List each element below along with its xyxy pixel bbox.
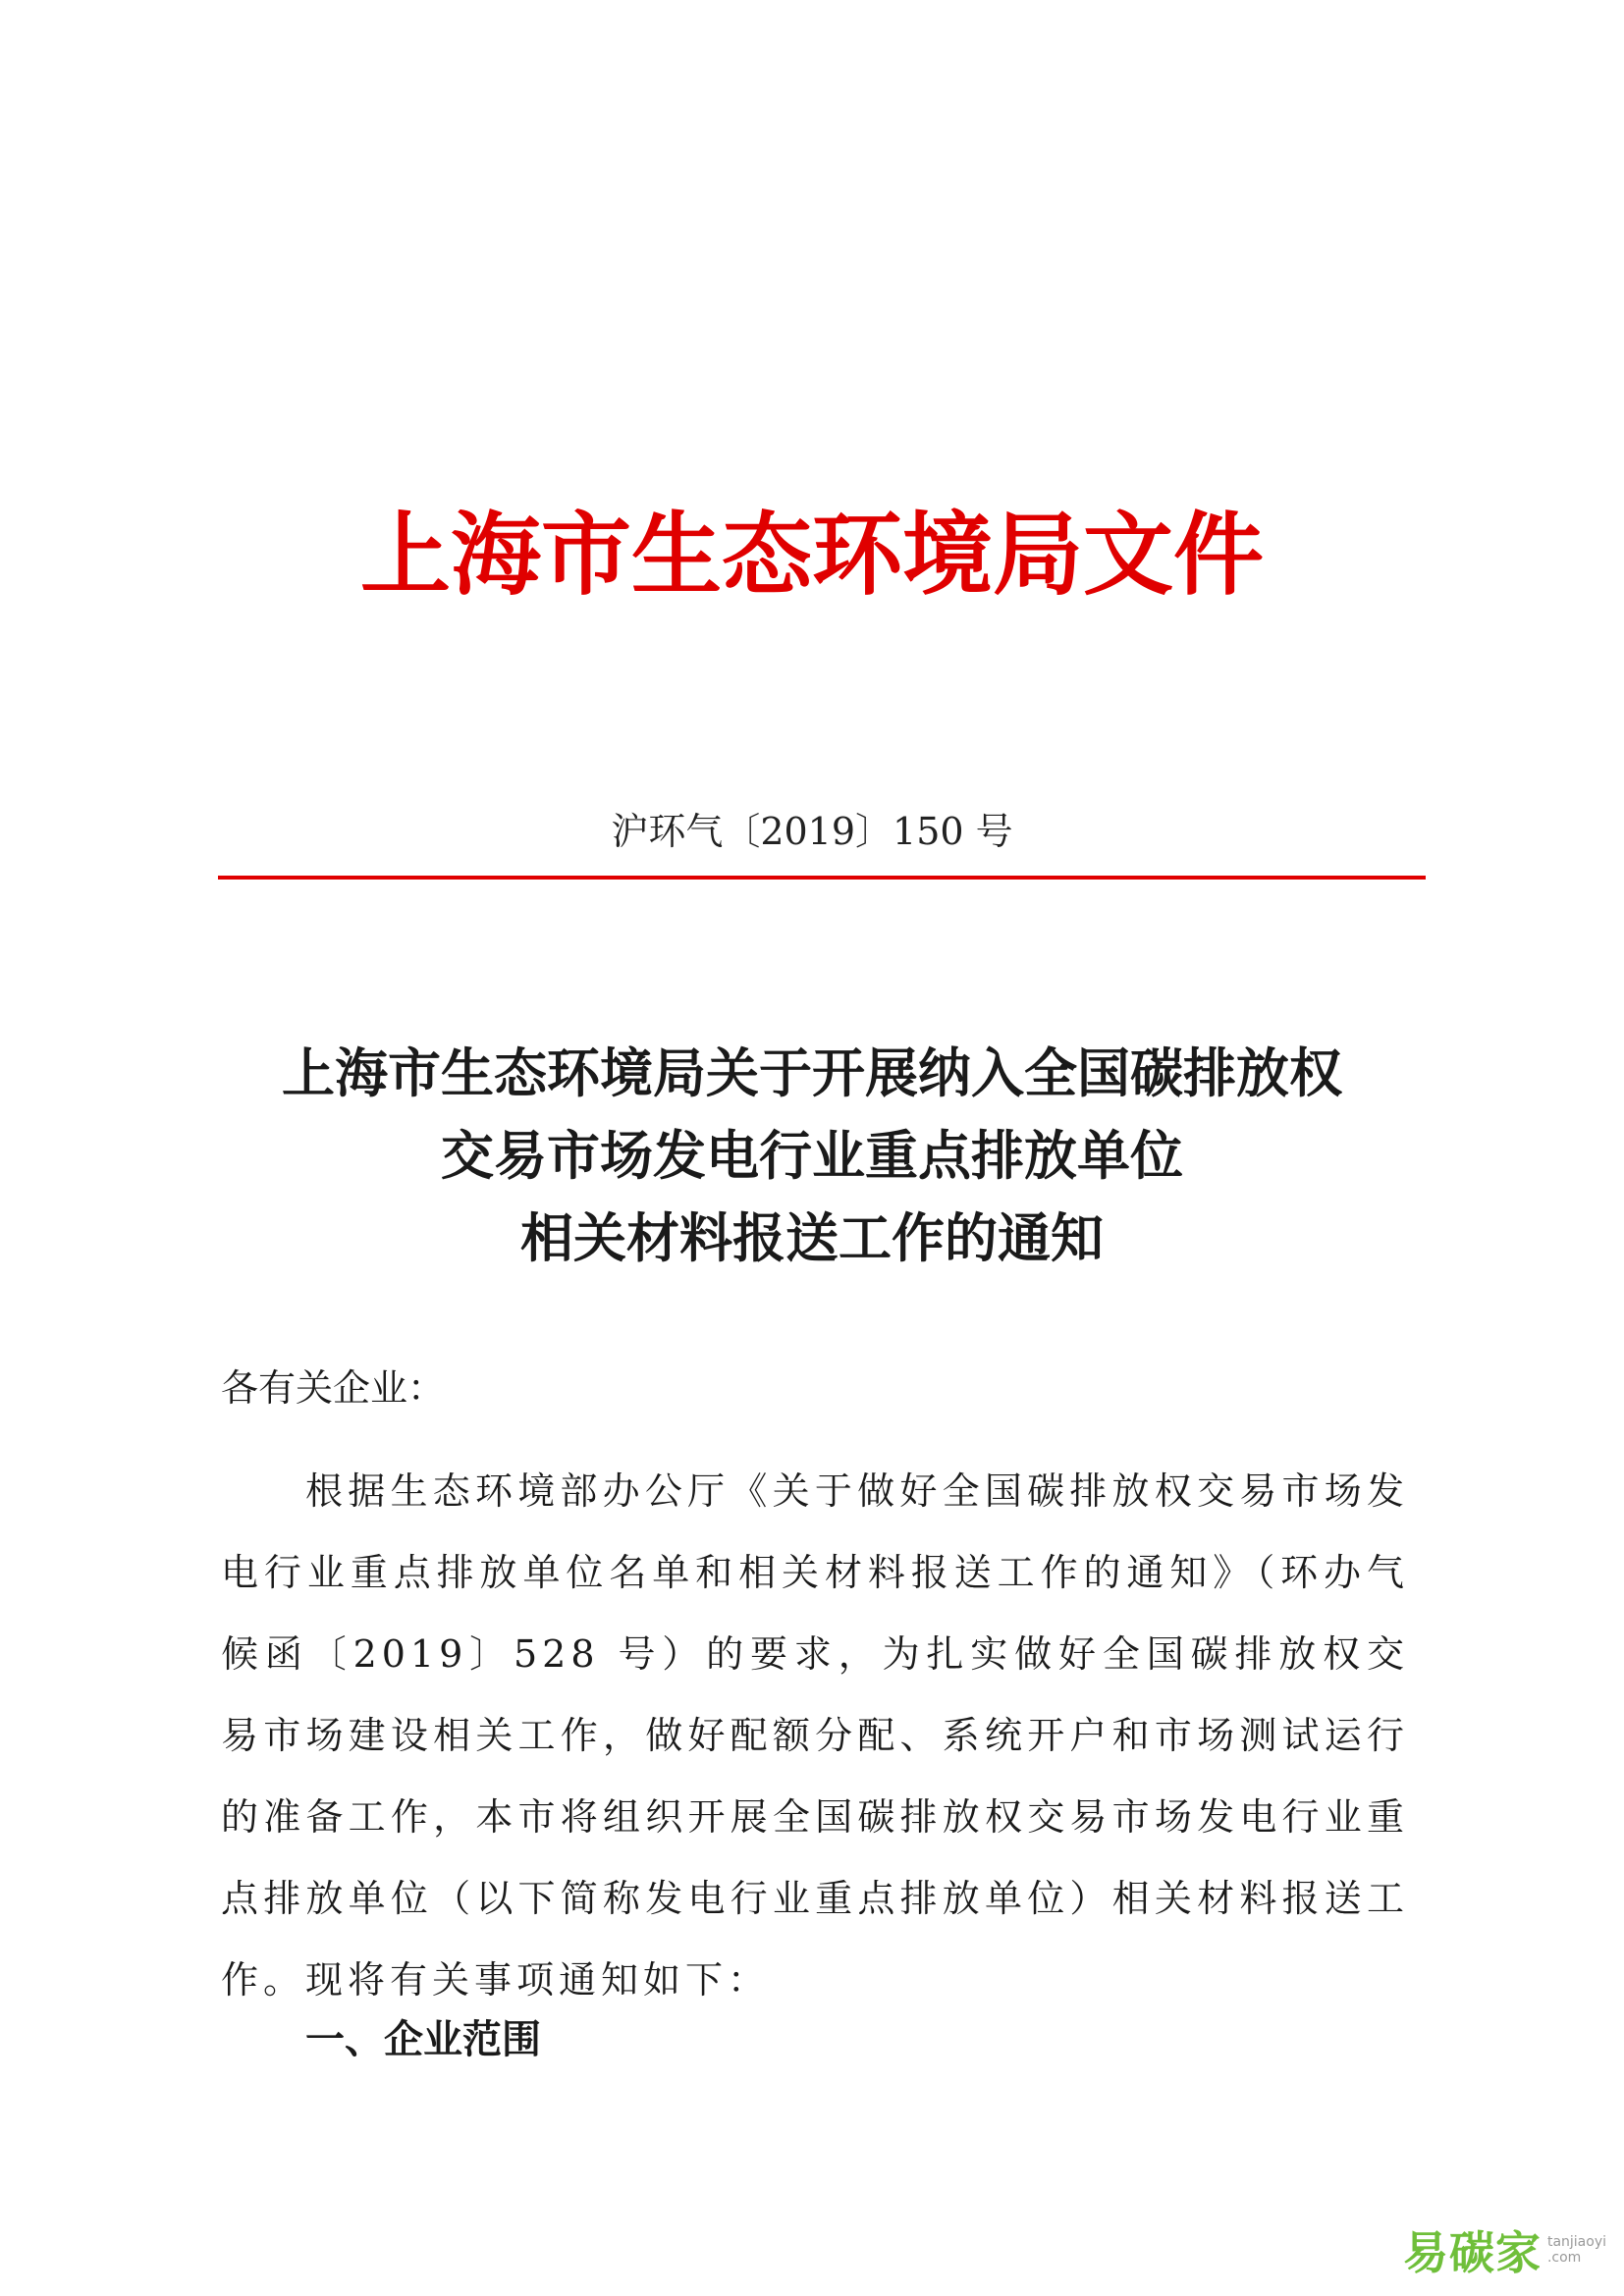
watermark-domain-line-1: tanjiaoyi xyxy=(1546,2234,1606,2250)
watermark-domain xyxy=(1547,2234,1606,2266)
title-line-3: 相关材料报送工作的通知 xyxy=(520,1207,1104,1269)
title-line-1: 上海市生态环境局关于开展纳入全国碳排放权 xyxy=(282,1042,1342,1104)
red-divider-rule xyxy=(218,876,1426,880)
title-line-2: 交易市场发电行业重点排放单位 xyxy=(441,1125,1183,1187)
watermark-brand: 易碳家 xyxy=(1402,2226,1542,2279)
notice-title xyxy=(0,1033,1624,1280)
watermark-domain-line-2: .com xyxy=(1546,2250,1582,2266)
document-number: 沪环气〔2019〕150 号 xyxy=(611,810,1013,853)
watermark-logo xyxy=(1403,2217,1606,2282)
section-heading-1: 一、企业范围 xyxy=(305,2017,541,2062)
masthead-title: 上海市生态环境局文件 xyxy=(359,503,1264,608)
body-paragraph: 根据生态环境部办公厅《关于做好全国碳排放权交易市场发电行业重点排放单位名单和相关材料报送工作的通知》（环办气候函〔2019〕528 号）的要求，为扎实做好全国碳排放权交易市场建设相关工作，做好配额分配、系统开户和市场测试运行的准备工作，本市将组织开展全国碳排放权交易市场发电行业重点排放单位（以下简称发电行业重点排放单位）相关材料报送工作。现将有关事项通知如下： xyxy=(221,1469,1409,2002)
salutation: 各有关企业： xyxy=(221,1366,446,1410)
